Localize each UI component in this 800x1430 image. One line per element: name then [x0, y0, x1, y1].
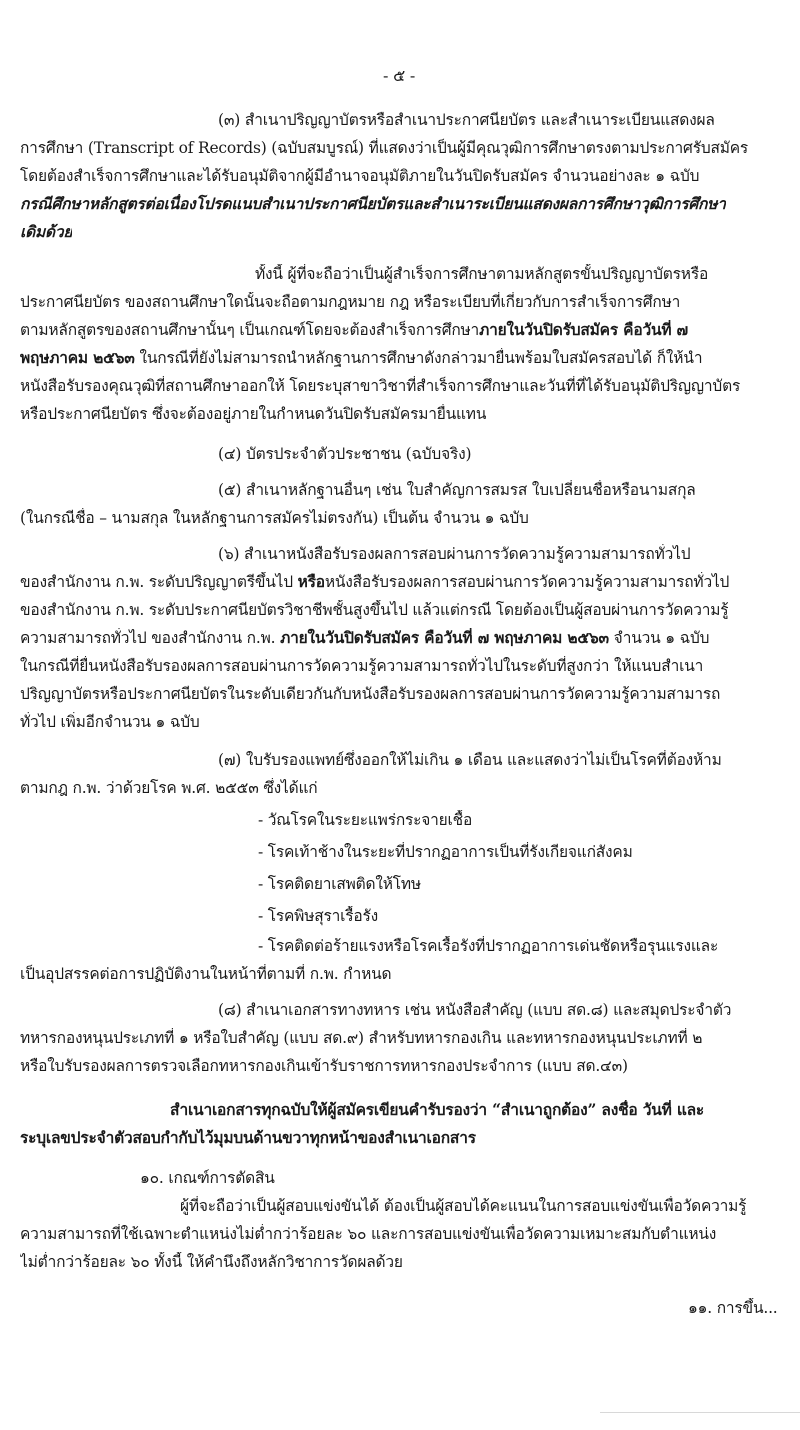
item-5-line-2: (ในกรณีชื่อ – นามสกุล ในหลักฐานการสมัครไม่ตรงกัน) เป็นต้น จำนวน ๑ ฉบับ: [20, 509, 529, 527]
item-7-line-2: ตามกฎ ก.พ. ว่าด้วยโรค พ.ศ. ๒๕๕๓ ซึ่งได้แก่: [20, 779, 318, 797]
item-5-line-1: (๕) สำเนาหลักฐานอื่นๆ เช่น ใบสำคัญการสมรส ใบเปลี่ยนชื่อหรือนามสกุล: [218, 481, 696, 499]
note-deadline-bold: ภายในวันปิดรับสมัคร คือวันที่ ๗: [479, 320, 689, 339]
item-6-line-2: [20, 572, 729, 592]
continued-next-page: ๑๑. การขึ้น...: [688, 1299, 778, 1317]
disease-list-item: - วัณโรคในระยะแพร่กระจายเชื้อ: [258, 811, 473, 829]
item-8-line-1: (๘) สำเนาเอกสารทางทหาร เช่น หนังสือสำคัญ (แบบ สด.๘) และสมุดประจำตัว: [218, 1001, 732, 1019]
item-6-or-bold: หรือ: [297, 572, 325, 591]
section-10-heading: ๑๐. เกณฑ์การตัดสิน: [140, 1169, 275, 1187]
item-6-line-4: [20, 628, 709, 648]
item-3-line-3: โดยต้องสำเร็จการศึกษาและได้รับอนุมัติจากผู้มีอำนาจอนุมัติภายในวันปิดรับสมัคร จำนวนอย่างละ ๑ ฉบับ: [20, 167, 700, 185]
item-6-line-7: ทั่วไป เพิ่มอีกจำนวน ๑ ฉบับ: [20, 713, 200, 731]
note-line-3-text: ตามหลักสูตรของสถานศึกษานั้นๆ เป็นเกณฑ์โดยจะต้องสำเร็จการศึกษา: [20, 321, 480, 339]
item-6-line-4-c: จำนวน ๑ ฉบับ: [608, 629, 710, 647]
item-6-line-2-a: ของสำนักงาน ก.พ. ระดับปริญญาตรีขึ้นไป: [20, 573, 298, 591]
disease-list-item: - โรคติดต่อร้ายแรงหรือโรคเรื้อรังที่ปรากฏอาการเด่นชัดหรือรุนแรงและ: [258, 937, 719, 955]
item-3-line-2: การศึกษา (Transcript of Records) (ฉบับสมบูรณ์) ที่แสดงว่าเป็นผู้มีคุณวุฒิการศึกษาตรงตามประกาศรับสมัคร: [20, 139, 749, 157]
bottom-divider: [600, 1412, 800, 1413]
certify-line-1: สำเนาเอกสารทุกฉบับให้ผู้สมัครเขียนคำรับรองว่า “สำเนาถูกต้อง” ลงชื่อ วันที่ และ: [170, 1100, 705, 1119]
note-line-1: ทั้งนี้ ผู้ที่จะถือว่าเป็นผู้สำเร็จการศึกษาตามหลักสูตรขั้นปริญญาบัตรหรือ: [255, 265, 709, 283]
note-line-2: ประกาศนียบัตร ของสถานศึกษาใดนั้นจะถือตามกฎหมาย กฎ หรือระเบียบที่เกี่ยวกับการสำเร็จการศึกษา: [20, 293, 681, 311]
item-8-line-3: หรือใบรับรองผลการตรวจเลือกทหารกองเกินเข้ารับราชการทหารกองประจำการ (แบบ สด.๔๓): [20, 1057, 628, 1075]
item-6-line-2-c: หนังสือรับรองผลการสอบผ่านการวัดความรู้ความสามารถทั่วไป: [324, 573, 730, 591]
note-line-3: [20, 320, 688, 340]
item-3-line-1: (๓) สำเนาปริญญาบัตรหรือสำเนาประกาศนียบัตร และสำเนาระเบียนแสดงผล: [218, 111, 715, 129]
disease-list-item: - โรคพิษสุราเรื้อรัง: [258, 907, 378, 925]
item-6-line-3: ของสำนักงาน ก.พ. ระดับประกาศนียบัตรวิชาชีพชั้นสูงขึ้นไป แล้วแต่กรณี โดยต้องเป็นผู้สอบผ่านการวัดความรู้: [20, 601, 729, 619]
item-3-line-5: เดิมด้วย: [20, 222, 73, 241]
note-deadline-month: พฤษภาคม ๒๕๖๓: [20, 348, 135, 367]
section-10-line-2: ความสามารถที่ใช้เฉพาะตำแหน่งไม่ต่ำกว่าร้อยละ ๖๐ และการสอบแข่งขันเพื่อวัดความเหมาะสมกับตำแหน่ง: [20, 1225, 717, 1243]
item-3-line-4: กรณีศึกษาหลักสูตรต่อเนื่องโปรดแนบสำเนาประกาศนียบัตรและสำเนาระเบียนแสดงผลการศึกษาวุฒิการศึกษา: [20, 194, 726, 213]
item-8-line-2: ทหารกองหนุนประเภทที่ ๑ หรือใบสำคัญ (แบบ สด.๙) สำหรับทหารกองเกิน และทหารกองหนุนประเภทที่ ๒: [20, 1029, 703, 1047]
item-6-line-1: (๖) สำเนาหนังสือรับรองผลการสอบผ่านการวัดความรู้ความสามารถทั่วไป: [218, 545, 691, 563]
item-6-deadline-bold: ภายในวันปิดรับสมัคร คือวันที่ ๗ พฤษภาคม ๒๕๖๓: [280, 628, 609, 647]
item-6-line-4-a: ความสามารถทั่วไป ของสำนักงาน ก.พ.: [20, 629, 281, 647]
item-6-line-5: ในกรณีที่ยื่นหนังสือรับรองผลการสอบผ่านการวัดความรู้ความสามารถทั่วไปในระดับที่สูงกว่า ให้แนบสำเนา: [20, 657, 704, 675]
item-7-line-1: (๗) ใบรับรองแพทย์ซึ่งออกให้ไม่เกิน ๑ เดือน และแสดงว่าไม่เป็นโรคที่ต้องห้าม: [218, 751, 722, 769]
section-10-line-1: ผู้ที่จะถือว่าเป็นผู้สอบแข่งขันได้ ต้องเป็นผู้สอบได้คะแนนในการสอบแข่งขันเพื่อวัดความรู้: [180, 1197, 747, 1215]
item-7-line-end: เป็นอุปสรรคต่อการปฏิบัติงานในหน้าที่ตามที่ ก.พ. กำหนด: [20, 965, 392, 983]
disease-list-item: - โรคติดยาเสพติดให้โทษ: [258, 875, 421, 893]
section-10-line-3: ไม่ต่ำกว่าร้อยละ ๖๐ ทั้งนี้ ให้คำนึงถึงหลักวิชาการวัดผลด้วย: [20, 1253, 403, 1271]
certify-line-2: ระบุเลขประจำตัวสอบกำกับไว้มุมบนด้านขวาทุกหน้าของสำเนาเอกสาร: [20, 1128, 476, 1147]
note-line-4-text: ในกรณีที่ยังไม่สามารถนำหลักฐานการศึกษาดังกล่าวมายื่นพร้อมใบสมัครสอบได้ ก็ให้นำ: [134, 349, 703, 367]
item-4-line-1: (๔) บัตรประจำตัวประชาชน (ฉบับจริง): [218, 445, 472, 463]
item-6-line-6: ปริญญาบัตรหรือประกาศนียบัตรในระดับเดียวกันกับหนังสือรับรองผลการสอบผ่านการวัดความรู้ความสามารถ: [20, 685, 721, 703]
note-line-5: หนังสือรับรองคุณวุฒิที่สถานศึกษาออกให้ โดยระบุสาขาวิชาที่สำเร็จการศึกษาและวันที่ที่ได้รับอนุมัติปริญญาบัตร: [20, 377, 741, 395]
disease-list-item: - โรคเท้าช้างในระยะที่ปรากฏอาการเป็นที่รังเกียจแก่สังคม: [258, 843, 633, 861]
page-number: - ๕ -: [383, 66, 416, 85]
note-line-4: [20, 348, 702, 368]
note-line-6: หรือประกาศนียบัตร ซึ่งจะต้องอยู่ภายในกำหนดวันปิดรับสมัครมายื่นแทน: [20, 405, 487, 423]
